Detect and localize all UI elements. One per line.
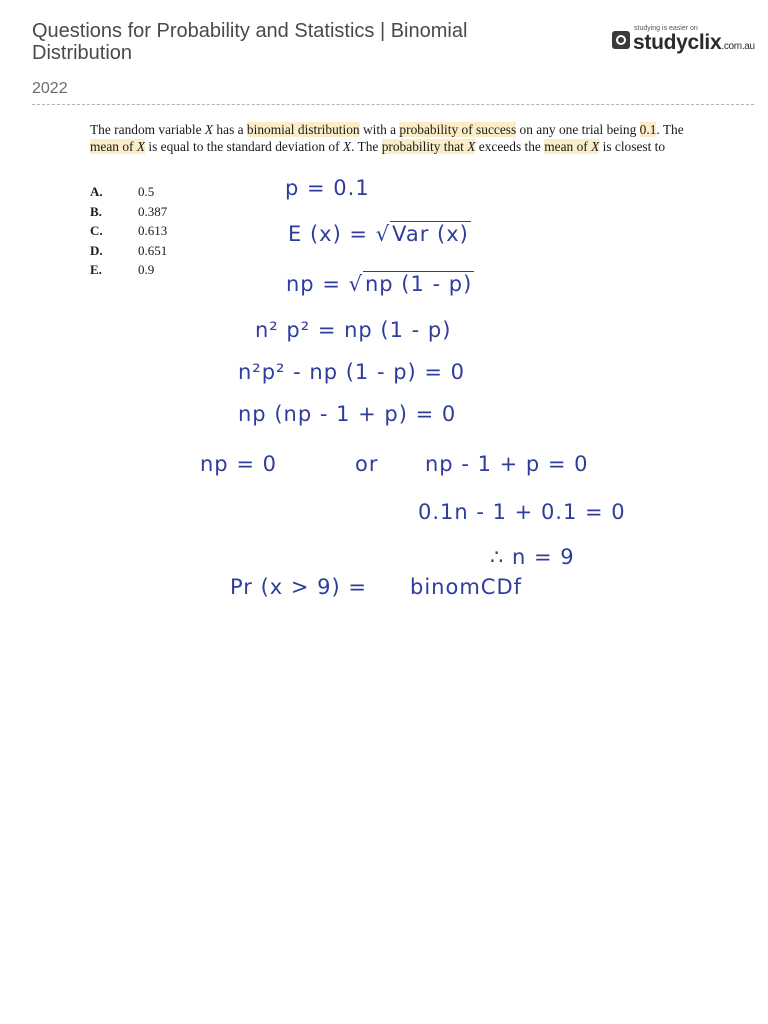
highlight: probability that X [381, 138, 476, 154]
work-line-7c: np - 1 + p = 0 [425, 452, 589, 476]
work-line-9: ∴ n = 9 [490, 545, 575, 569]
work-line-8: 0.1n - 1 + 0.1 = 0 [418, 500, 626, 524]
answer-options [90, 184, 167, 282]
option-e[interactable]: E. 0.9 [90, 262, 155, 277]
work-line-10a: Pr (x > 9) = [230, 575, 367, 599]
highlight: probability of success [399, 122, 517, 137]
work-line-6: np (np - 1 + p) = 0 [238, 402, 457, 426]
studyclix-logo[interactable] [612, 25, 755, 57]
work-line-10b: binomCDf [410, 575, 523, 599]
option-b[interactable]: B. 0.387 [90, 203, 168, 219]
exam-year: 2022 [32, 80, 68, 97]
option-a[interactable]: A. 0.5 [90, 184, 155, 199]
highlight: mean of X [90, 138, 146, 154]
logo-wordmark: studyclix.com.au [633, 31, 755, 54]
logo-tagline: studying is easier on [634, 25, 698, 32]
work-line-7a: np = 0 [200, 452, 277, 476]
question-text: The random variable X has a binomial distribution with a probability of success on any one trial being 0.1. The mean of X is equal to the standard deviation of X. The probability that X exceeds the mean of X is closest to [90, 122, 684, 154]
highlight: binomial distribution [246, 122, 360, 137]
highlight: mean of X [544, 138, 600, 154]
camera-lens-icon [612, 31, 630, 49]
header-divider [32, 104, 754, 105]
option-c[interactable]: C. 0.613 [90, 223, 168, 238]
option-d[interactable]: D. 0.651 [90, 242, 168, 258]
work-line-5: n²p² - np (1 - p) = 0 [238, 360, 466, 384]
work-line-2: E (x) = √Var (x) [288, 222, 469, 246]
work-line-7b: or [355, 452, 379, 476]
work-line-1: p = 0.1 [285, 176, 370, 200]
page-title: Questions for Probability and Statistics | Binomial Distribution [32, 20, 468, 64]
work-line-3: np = √np (1 - p) [286, 272, 473, 296]
work-line-4: n² p² = np (1 - p) [255, 318, 452, 342]
highlight: 0.1 [639, 122, 657, 137]
